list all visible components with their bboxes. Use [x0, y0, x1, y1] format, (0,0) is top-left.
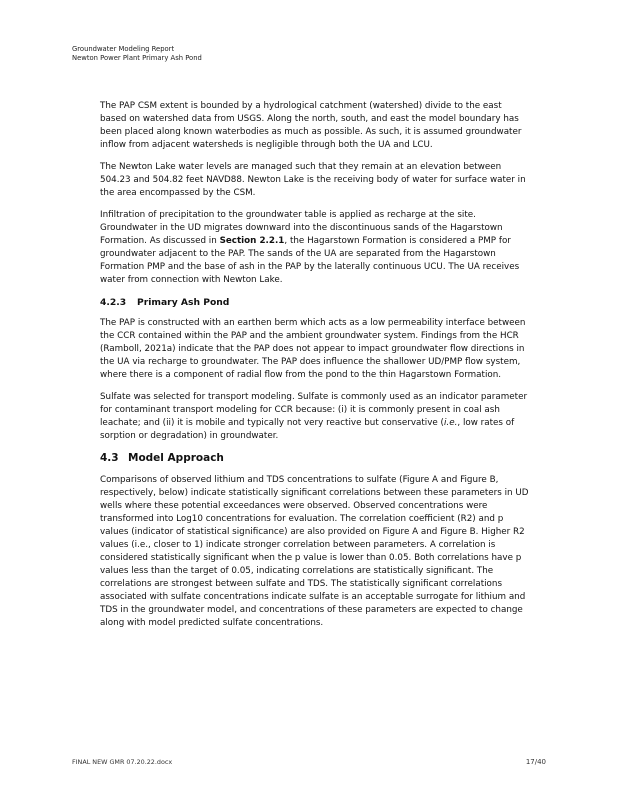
text-line: values less than the target of 0.05, indicating correlations are statistically significant. The [100, 566, 494, 576]
text-line: where there is a component of radial flow from the pond to the thin Hagarstown Formation. [100, 370, 502, 380]
document-body [100, 100, 550, 639]
paragraph [100, 474, 550, 630]
text-line: Groundwater in the UD migrates downward into the discontinuous sands of the Hagarstown [100, 223, 503, 233]
page-number: 17/40 [525, 758, 546, 766]
text-line: Infiltration of precipitation to the groundwater table is applied as recharge at the site. [100, 210, 476, 220]
text-line: Sulfate was selected for transport modeling. Sulfate is commonly used as an indicator parameter [100, 392, 528, 402]
paragraph [100, 161, 550, 200]
text-line: sorption or degradation) in groundwater. [100, 431, 279, 441]
running-header [72, 45, 202, 62]
paragraph [100, 317, 550, 382]
section-heading [100, 296, 550, 310]
text-line: The PAP is constructed with an earthen berm which acts as a low permeability interface between [100, 318, 526, 328]
text-line: based on watershed data from USGS. Along the north, south, and east the model boundary has [100, 114, 519, 124]
text-segment: , the Hagarstown Formation is considered a PMP for [284, 236, 511, 246]
text-line: TDS in the groundwater model, and concentrations of these parameters are expected to change [100, 605, 523, 615]
text-line: inflow from adjacent watersheds is negligible through both the UA and LCU. [100, 140, 433, 150]
italic-text: i.e. [443, 418, 458, 428]
section-number: 4.2.3 [100, 297, 127, 308]
text-line: been placed along known waterbodies as much as possible. As such, it is assumed groundwater [100, 127, 522, 137]
text-line: transformed into Log10 concentrations for evaluation. The correlation coefficient (R2) and p [100, 514, 504, 524]
footer-filename: FINAL NEW GMR 07.20.22.docx [72, 758, 173, 766]
text-line: values (i.e., closer to 1) indicate stronger correlation between parameters. A correlation is [100, 540, 496, 550]
page-footer [72, 758, 546, 766]
text-line [100, 417, 550, 430]
text-line: along with model predicted sulfate concentrations. [100, 618, 324, 628]
text-line: correlations are strongest between sulfate and TDS. The statistically significant correlations [100, 579, 503, 589]
section-number: 4.3 [100, 452, 119, 464]
text-line: wells where these potential exceedances were observed. Observed concentrations were [100, 501, 488, 511]
paragraph [100, 209, 550, 287]
section-title: Primary Ash Pond [137, 297, 230, 308]
text-line: associated with sulfate concentrations indicate sulfate is an acceptable surrogate for lithium and [100, 592, 526, 602]
text-line: Formation PMP and the base of ash in the PAP by the laterally continuous UCU. The UA receives [100, 262, 520, 272]
section-heading [100, 452, 550, 468]
text-line: the area encompassed by the CSM. [100, 188, 256, 198]
text-segment: Formation. As discussed in [100, 236, 220, 246]
text-line: (Ramboll, 2021a) indicate that the PAP does not appear to impact groundwater flow directions in [100, 344, 525, 354]
text-segment: , low rates of [457, 418, 515, 428]
header-site-name: Newton Power Plant Primary Ash Pond [72, 53, 202, 62]
text-line: respectively, below) indicate statistically significant correlations between these parameters in UD [100, 488, 529, 498]
text-line: the UA via recharge to groundwater. The PAP does influence the shallower UD/PMP flow system, [100, 357, 521, 367]
text-line: for contaminant transport modeling for CCR because: (i) it is commonly present in coal ash [100, 405, 500, 415]
text-line: the CCR contained within the PAP and the ambient groundwater system. Findings from the HCR [100, 331, 519, 341]
text-line: water from connection with Newton Lake. [100, 275, 283, 285]
text-line: The Newton Lake water levels are managed such that they remain at an elevation between [100, 162, 502, 172]
bold-reference: Section 2.2.1 [219, 236, 285, 246]
paragraph [100, 391, 550, 443]
text-line: Comparisons of observed lithium and TDS concentrations to sulfate (Figure A and Figure B, [100, 475, 499, 485]
header-report-title: Groundwater Modeling Report [72, 45, 175, 53]
text-line: values (indicator of statistical significance) are also provided on Figure A and Figure B. Higher R2 [100, 527, 525, 537]
text-line: 504.23 and 504.82 feet NAVD88. Newton Lake is the receiving body of water for surface water in [100, 175, 526, 185]
paragraph [100, 100, 550, 152]
text-line [100, 235, 550, 248]
text-segment: leachate; and (ii) it is mobile and typically not very reactive but conservative ( [100, 418, 444, 428]
section-title: Model Approach [128, 452, 224, 464]
text-line: considered statistically significant when the p value is lower than 0.05. Both correlations have p [100, 553, 522, 563]
text-line: groundwater adjacent to the PAP. The sands of the UA are separated from the Hagarstown [100, 249, 496, 259]
text-line: The PAP CSM extent is bounded by a hydrological catchment (watershed) divide to the east [100, 101, 502, 111]
